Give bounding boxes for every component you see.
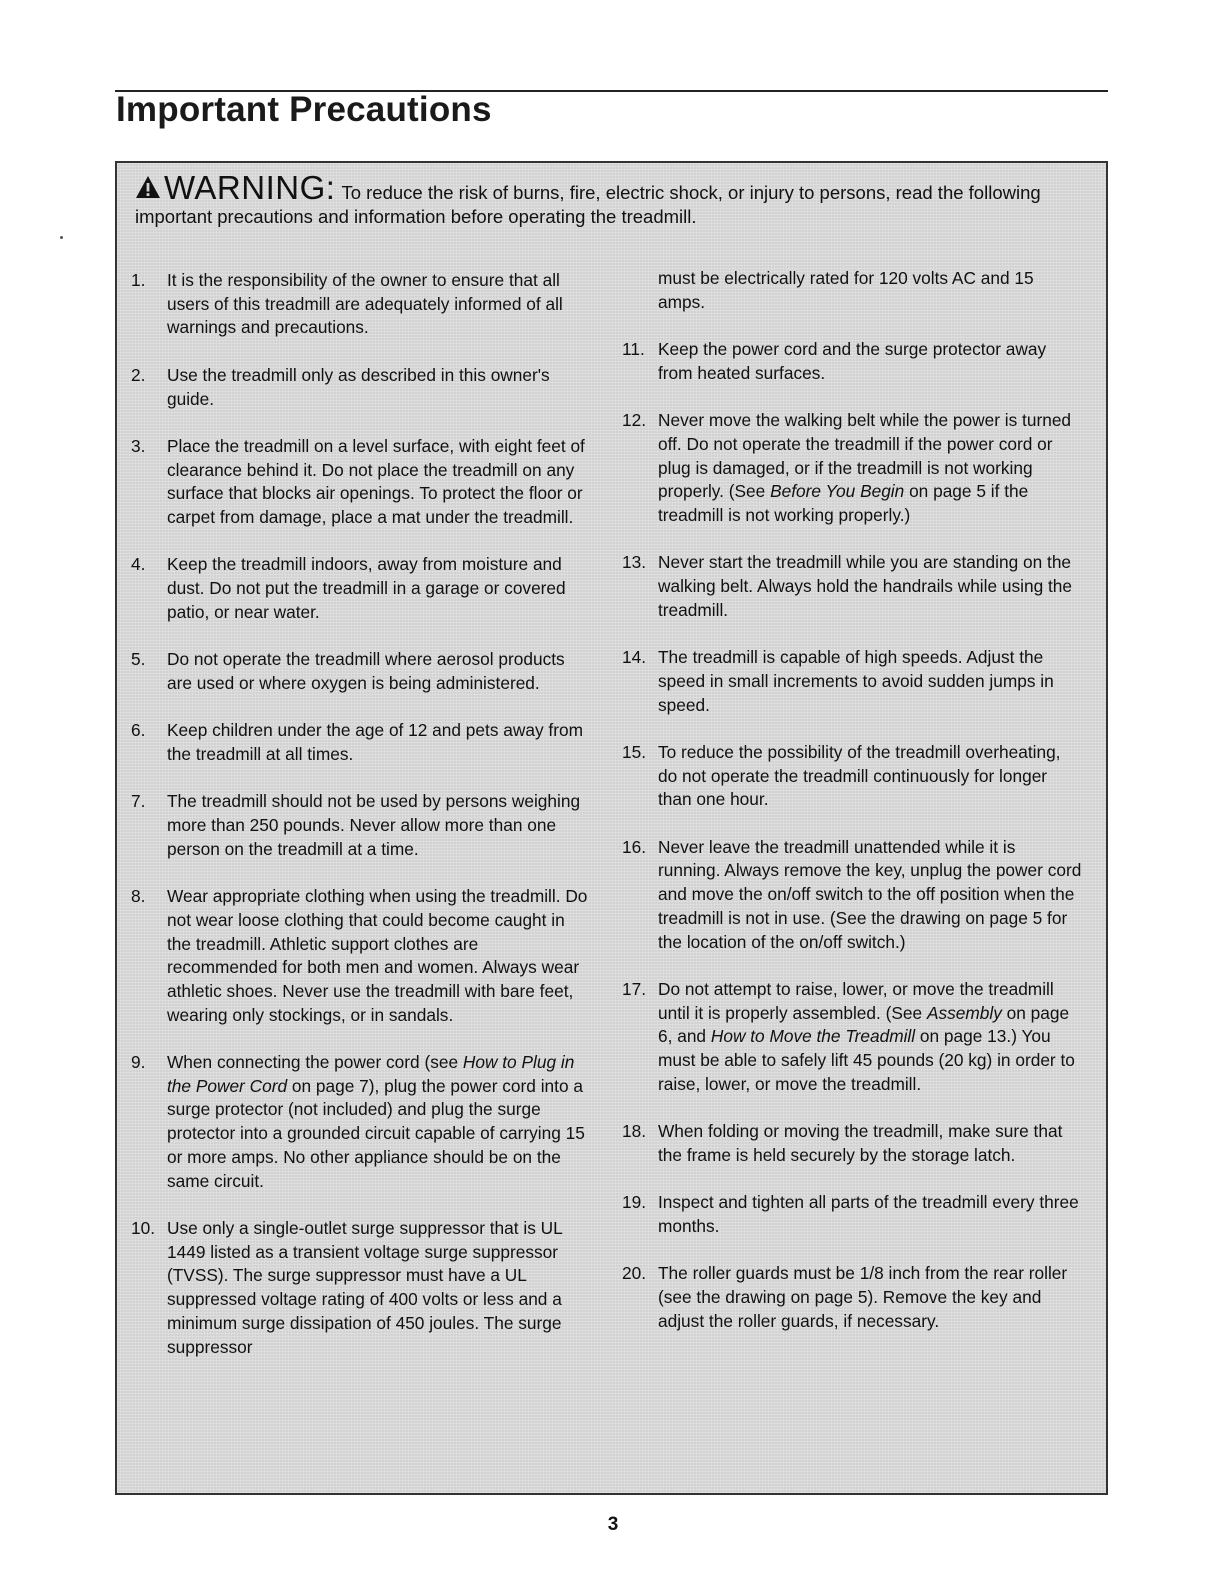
- warning-box: [115, 161, 1108, 1495]
- precaution-item: [131, 790, 591, 861]
- precaution-number: 20.: [622, 1263, 647, 1284]
- precaution-item: [622, 1120, 1082, 1167]
- precaution-number: 10.: [131, 1217, 156, 1238]
- precaution-number: 14.: [622, 647, 647, 668]
- text-segment: Do not operate the treadmill where aerosol products are used or where oxygen is being administered.: [167, 649, 565, 693]
- precautions-left-column: [131, 269, 591, 1383]
- precautions-right-column: [622, 267, 1082, 1357]
- text-segment: Never move the walking belt while the power is turned off. Do not operate the treadmill if the power cord or plug is damaged, or if the treadmill is not working properly. (See: [658, 410, 1072, 502]
- precaution-item: [622, 836, 1082, 955]
- text-segment: It is the responsibility of the owner to ensure that all users of this treadmill are adequately informed of all warnings and precautions.: [167, 270, 563, 338]
- precaution-number: 15.: [622, 741, 647, 762]
- precaution-item: [131, 269, 591, 340]
- precaution-text: [658, 837, 1081, 952]
- text-segment: The treadmill should not be used by persons weighing more than 250 pounds. Never allow more than one person on the treadmill at a time.: [167, 791, 581, 859]
- precaution-text: [658, 1192, 1079, 1236]
- text-segment: Do not attempt to raise, lower, or move the treadmill until it is properly assembled. (See: [658, 978, 1054, 1023]
- precaution-10-continuation: must be electrically rated for 120 volts AC and 15 amps.: [658, 268, 1034, 312]
- precaution-text: [167, 649, 565, 693]
- precaution-number: 7.: [131, 791, 146, 812]
- precaution-item: [131, 648, 591, 695]
- warning-triangle-icon: [135, 175, 161, 199]
- precaution-text: [658, 647, 1054, 714]
- precaution-item: [131, 364, 591, 411]
- precaution-number: 2.: [131, 364, 146, 385]
- text-segment: Use only a single-outlet surge suppressor that is UL 1449 listed as a transient voltage surge suppressor (TVSS). The surge suppressor must have a UL suppressed voltage rating of 400 volts or less and a minimum surge dissipation of 450 joules. The surge suppressor: [167, 1217, 563, 1357]
- precaution-number: 4.: [131, 554, 146, 575]
- precaution-text: [658, 979, 1075, 1094]
- text-segment: The treadmill is capable of high speeds. Adjust the speed in small increments to avoid sudden jumps in speed.: [658, 647, 1054, 715]
- text-segment: Keep the power cord and the surge protector away from heated surfaces.: [658, 339, 1047, 383]
- text-segment: Never leave the treadmill unattended while it is running. Always remove the key, unplug the power cord and move the on/off switch to the off position when the treadmill is not in use. (See the drawing on page 5 for the location of the on/off switch.): [658, 836, 1082, 952]
- text-segment: Inspect and tighten all parts of the treadmill every three months.: [658, 1192, 1079, 1236]
- precaution-item: [622, 646, 1082, 717]
- text-segment: When connecting the power cord (see: [167, 1052, 463, 1073]
- cross-reference: Assembly: [926, 1002, 1002, 1023]
- text-segment: on page 13.) You must be able to safely lift 45 pounds (20 kg) in order to raise, lower, or move the treadmill.: [658, 1026, 1075, 1094]
- precaution-item: [131, 1217, 591, 1359]
- precaution-text: [167, 270, 563, 337]
- page-number: 3: [607, 1514, 619, 1535]
- precaution-number: 1.: [131, 270, 146, 290]
- warning-text: To reduce the risk of burns, fire, electric shock, or injury to persons, read the following important precautions and information before operating the treadmill.: [135, 182, 1041, 227]
- precaution-text: [167, 436, 585, 527]
- precaution-number: 18.: [622, 1121, 647, 1142]
- text-segment: The roller guards must be 1/8 inch from the rear roller (see the drawing on page 5). Remove the key and adjust the roller guards, if necessary.: [658, 1263, 1068, 1331]
- text-segment: Place the treadmill on a level surface, with eight feet of clearance behind it. Do not place the treadmill on any surface that blocks air openings. To protect the floor or carpet from damage, place a mat under the treadmill.: [167, 435, 585, 527]
- cross-reference: How to Plug in the Power Cord: [167, 1052, 575, 1096]
- precaution-number: 11.: [622, 339, 645, 360]
- precaution-item: [622, 551, 1082, 622]
- warning-heading-group: [135, 169, 341, 206]
- precaution-item: [131, 553, 591, 624]
- precaution-text: [167, 1052, 585, 1191]
- warning-intro: [135, 169, 1095, 229]
- text-segment: When folding or moving the treadmill, make sure that the frame is held securely by the storage latch.: [658, 1121, 1063, 1165]
- precaution-text: [658, 1263, 1067, 1330]
- precaution-number: 16.: [622, 836, 647, 857]
- precaution-text: [167, 791, 580, 858]
- precaution-number: 9.: [131, 1052, 146, 1073]
- page-title: Important Precautions: [116, 90, 492, 129]
- cross-reference: How to Move the Treadmill: [710, 1026, 916, 1047]
- text-segment: Keep the treadmill indoors, away from moisture and dust. Do not put the treadmill in a garage or covered patio, or near water.: [167, 554, 566, 622]
- text-segment: on page 7), plug the power cord into a surge protector (not included) and plug the surge protector into a grounded circuit capable of carrying 15 or more amps. No other appliance should be on the same circuit.: [167, 1075, 585, 1191]
- text-segment: Keep children under the age of 12 and pets away from the treadmill at all times.: [167, 720, 583, 764]
- precaution-item: [131, 1051, 591, 1193]
- precaution-text: [658, 552, 1072, 619]
- text-segment: Never start the treadmill while you are standing on the walking belt. Always hold the handrails while using the treadmill.: [658, 552, 1073, 620]
- precaution-number: 19.: [622, 1192, 647, 1213]
- precaution-number: 13.: [622, 552, 647, 573]
- precaution-item: [622, 741, 1082, 812]
- text-segment: on page 6, and: [658, 1002, 1070, 1047]
- precaution-number: 12.: [622, 410, 647, 431]
- precaution-text: [167, 886, 587, 1025]
- precaution-number: 3.: [131, 435, 146, 456]
- precaution-text: [167, 365, 550, 409]
- text-segment: on page 5 if the treadmill is not working properly.): [658, 481, 1029, 525]
- text-segment: Use the treadmill only as described in this owner's guide.: [167, 364, 550, 409]
- precaution-item: [622, 409, 1082, 528]
- warning-heading: WARNING:: [164, 169, 336, 206]
- cross-reference: Before You Begin: [770, 481, 905, 502]
- precaution-item: [622, 1191, 1082, 1238]
- text-segment: Wear appropriate clothing when using the treadmill. Do not wear loose clothing that could become caught in the treadmill. Athletic support clothes are recommended for both men and women. Always wear athletic shoes. Never use the treadmill with bare feet, wearing only stockings, or in sandals.: [167, 886, 588, 1025]
- precaution-text: [658, 1121, 1062, 1165]
- precaution-number: 8.: [131, 886, 146, 907]
- precaution-text: [167, 720, 583, 764]
- precaution-item: [622, 338, 1082, 385]
- precaution-item: [622, 1262, 1082, 1333]
- precaution-text: [658, 339, 1046, 383]
- precaution-item: [131, 885, 591, 1027]
- precaution-number: 17.: [622, 978, 647, 999]
- precaution-number: 6.: [131, 720, 146, 741]
- precaution-item: [622, 978, 1082, 1097]
- precaution-number: 5.: [131, 649, 146, 670]
- precaution-text: [167, 1218, 562, 1357]
- precaution-item: [131, 719, 591, 766]
- precaution-text: [658, 410, 1071, 525]
- precaution-item: [131, 435, 591, 530]
- precaution-text: [658, 742, 1061, 809]
- text-segment: To reduce the possibility of the treadmill overheating, do not operate the treadmill continuously for longer than one hour.: [658, 741, 1061, 810]
- margin-mark: [60, 236, 63, 239]
- precaution-text: [167, 554, 566, 621]
